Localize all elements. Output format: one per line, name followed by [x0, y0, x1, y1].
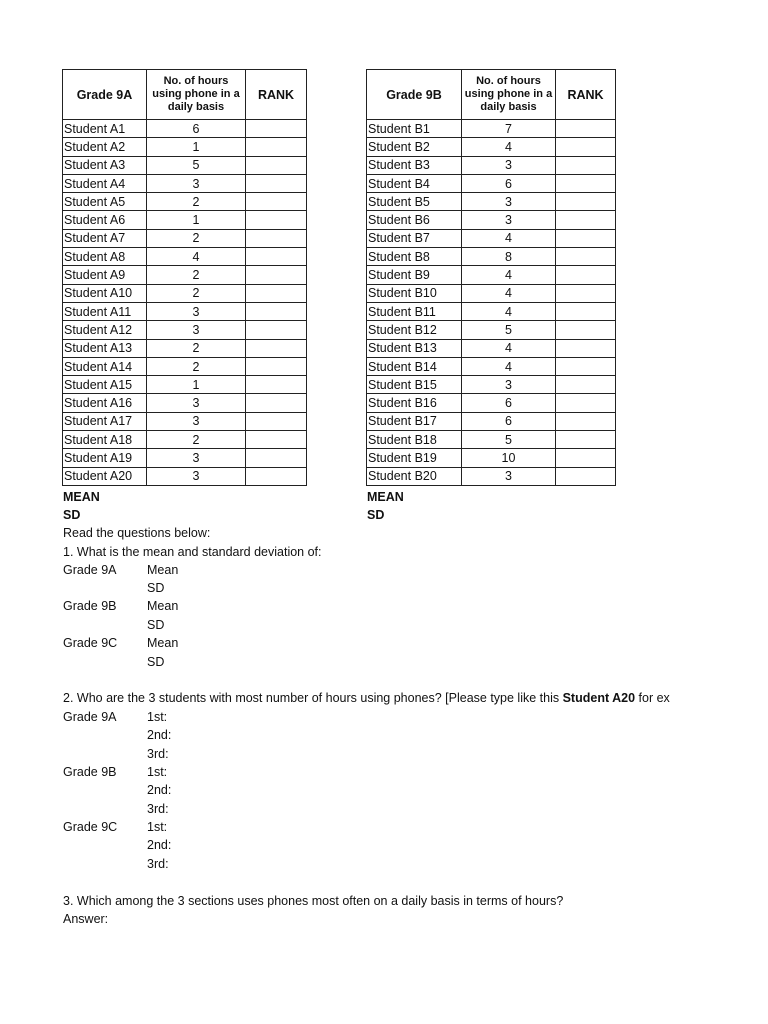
rank-cell[interactable] [246, 156, 307, 174]
hours-cell: 4 [462, 357, 556, 375]
question-2-text-end: for ex [635, 691, 670, 705]
student-name-cell: Student A15 [63, 376, 147, 394]
hours-cell: 3 [147, 412, 246, 430]
question-2-example: Student A20 [562, 691, 636, 705]
hours-cell: 2 [147, 431, 246, 449]
hours-cell: 3 [462, 156, 556, 174]
rank-cell[interactable] [556, 266, 616, 284]
student-name-cell: Student A17 [63, 412, 147, 430]
rank-cell[interactable] [246, 321, 307, 339]
rank-cell[interactable] [246, 138, 307, 156]
rank-cell[interactable] [556, 193, 616, 211]
question-3-answer-label: Answer: [63, 912, 109, 926]
rank-cell[interactable] [246, 120, 307, 138]
hours-cell: 3 [462, 467, 556, 485]
rank-cell[interactable] [556, 302, 616, 320]
student-name-cell: Student B6 [367, 211, 462, 229]
hours-cell: 5 [462, 321, 556, 339]
student-name-cell: Student B1 [367, 120, 462, 138]
table-row [367, 357, 616, 375]
q1-grade-9b-label: Grade 9B [63, 599, 117, 613]
rank-cell[interactable] [556, 156, 616, 174]
student-name-cell: Student B18 [367, 431, 462, 449]
rank-cell[interactable] [246, 412, 307, 430]
hours-cell: 3 [462, 193, 556, 211]
question-3: 3. Which among the 3 sections uses phones most often on a daily basis in terms of hours? [63, 894, 564, 908]
table-row [63, 467, 307, 485]
hours-cell: 4 [147, 248, 246, 266]
student-name-cell: Student B16 [367, 394, 462, 412]
table-header-row [367, 70, 616, 120]
grade-9b-sd-label: SD [367, 508, 385, 522]
q2-grade-9b-third: 3rd: [147, 802, 169, 816]
student-name-cell: Student A7 [63, 229, 147, 247]
q1-grade-9b-mean: Mean [147, 599, 179, 613]
student-name-cell: Student B17 [367, 412, 462, 430]
student-name-cell: Student A11 [63, 302, 147, 320]
student-name-cell: Student B13 [367, 339, 462, 357]
hours-cell: 3 [147, 321, 246, 339]
rank-cell[interactable] [556, 431, 616, 449]
q2-grade-9b-label: Grade 9B [63, 765, 117, 779]
questions-intro: Read the questions below: [63, 526, 211, 540]
table-row [367, 193, 616, 211]
student-name-cell: Student B10 [367, 284, 462, 302]
rank-cell[interactable] [556, 339, 616, 357]
q1-grade-9a-label: Grade 9A [63, 563, 117, 577]
student-name-cell: Student B4 [367, 174, 462, 192]
table-row [367, 321, 616, 339]
hours-cell: 2 [147, 229, 246, 247]
rank-cell[interactable] [246, 449, 307, 467]
rank-cell[interactable] [246, 431, 307, 449]
rank-cell[interactable] [246, 339, 307, 357]
student-name-cell: Student A6 [63, 211, 147, 229]
rank-cell[interactable] [246, 248, 307, 266]
table-row [63, 248, 307, 266]
rank-cell[interactable] [246, 302, 307, 320]
student-name-cell: Student A9 [63, 266, 147, 284]
student-name-cell: Student A20 [63, 467, 147, 485]
student-name-cell: Student B5 [367, 193, 462, 211]
rank-cell[interactable] [246, 357, 307, 375]
hours-cell: 4 [462, 339, 556, 357]
table-row [63, 376, 307, 394]
hours-cell: 4 [462, 266, 556, 284]
table-row [63, 120, 307, 138]
student-name-cell: Student B15 [367, 376, 462, 394]
rank-cell[interactable] [556, 211, 616, 229]
student-name-cell: Student B14 [367, 357, 462, 375]
table-row [63, 302, 307, 320]
rank-cell[interactable] [246, 211, 307, 229]
hours-cell: 1 [147, 138, 246, 156]
rank-cell[interactable] [246, 266, 307, 284]
table-row [367, 339, 616, 357]
q2-grade-9a-second: 2nd: [147, 728, 172, 742]
student-name-cell: Student A5 [63, 193, 147, 211]
q1-grade-9c-sd: SD [147, 655, 165, 669]
hours-cell: 4 [462, 229, 556, 247]
student-name-cell: Student A18 [63, 431, 147, 449]
table-row [367, 431, 616, 449]
rank-cell[interactable] [556, 321, 616, 339]
table-row [367, 156, 616, 174]
rank-cell[interactable] [556, 467, 616, 485]
q2-grade-9b-first: 1st: [147, 765, 168, 779]
hours-cell: 4 [462, 302, 556, 320]
student-name-cell: Student B7 [367, 229, 462, 247]
rank-cell[interactable] [556, 248, 616, 266]
question-2 [63, 689, 676, 707]
student-name-cell: Student A3 [63, 156, 147, 174]
student-name-cell: Student A13 [63, 339, 147, 357]
student-name-cell: Student A2 [63, 138, 147, 156]
table-row [367, 412, 616, 430]
table-row [367, 467, 616, 485]
hours-cell: 3 [462, 376, 556, 394]
table-row [63, 431, 307, 449]
q2-grade-9c-third: 3rd: [147, 857, 169, 871]
table-row [367, 302, 616, 320]
student-name-cell: Student A4 [63, 174, 147, 192]
column-header-rank: RANK [556, 70, 616, 120]
question-1: 1. What is the mean and standard deviation of: [63, 545, 322, 559]
student-name-cell: Student B20 [367, 467, 462, 485]
table-row [63, 284, 307, 302]
table-row [63, 321, 307, 339]
hours-cell: 2 [147, 193, 246, 211]
q2-grade-9a-third: 3rd: [147, 747, 169, 761]
table-row [367, 266, 616, 284]
table-row [63, 412, 307, 430]
table-row [367, 248, 616, 266]
rank-cell[interactable] [556, 138, 616, 156]
table-row [367, 284, 616, 302]
q1-grade-9a-mean: Mean [147, 563, 179, 577]
hours-cell: 7 [462, 120, 556, 138]
q1-grade-9c-label: Grade 9C [63, 636, 118, 650]
hours-cell: 1 [147, 211, 246, 229]
student-name-cell: Student B2 [367, 138, 462, 156]
hours-cell: 3 [462, 211, 556, 229]
grade-9a-rows [63, 120, 307, 486]
rank-cell[interactable] [556, 174, 616, 192]
rank-cell[interactable] [246, 394, 307, 412]
hours-cell: 2 [147, 339, 246, 357]
q1-grade-9a-sd: SD [147, 581, 165, 595]
hours-cell: 10 [462, 449, 556, 467]
table-header-row [63, 70, 307, 120]
grade-9a-sd-label: SD [63, 508, 81, 522]
student-name-cell: Student A14 [63, 357, 147, 375]
student-name-cell: Student B8 [367, 248, 462, 266]
question-2-text: 2. Who are the 3 students with most number of hours using phones? [Please type like this [63, 691, 563, 705]
column-header-hours: No. of hours using phone in a daily basis [462, 70, 556, 120]
grade-9a-table [62, 69, 307, 486]
hours-cell: 3 [147, 449, 246, 467]
column-header-grade: Grade 9B [367, 70, 462, 120]
hours-cell: 8 [462, 248, 556, 266]
grade-9b-table [366, 69, 616, 486]
table-row [367, 394, 616, 412]
hours-cell: 6 [147, 120, 246, 138]
hours-cell: 4 [462, 284, 556, 302]
hours-cell: 2 [147, 284, 246, 302]
hours-cell: 5 [147, 156, 246, 174]
q2-grade-9a-first: 1st: [147, 710, 168, 724]
table-row [367, 174, 616, 192]
table-row [63, 339, 307, 357]
table-row [367, 229, 616, 247]
table-row [63, 394, 307, 412]
column-header-rank: RANK [246, 70, 307, 120]
table-row [63, 156, 307, 174]
table-row [63, 266, 307, 284]
hours-cell: 3 [147, 467, 246, 485]
student-name-cell: Student A16 [63, 394, 147, 412]
q2-grade-9c-second: 2nd: [147, 838, 172, 852]
rank-cell[interactable] [246, 284, 307, 302]
grade-9b-mean-label: MEAN [367, 490, 404, 504]
table-row [367, 449, 616, 467]
hours-cell: 4 [462, 138, 556, 156]
student-name-cell: Student B11 [367, 302, 462, 320]
rank-cell[interactable] [246, 376, 307, 394]
student-name-cell: Student A12 [63, 321, 147, 339]
rank-cell[interactable] [556, 284, 616, 302]
rank-cell[interactable] [246, 467, 307, 485]
student-name-cell: Student B9 [367, 266, 462, 284]
table-row [63, 193, 307, 211]
table-row [63, 357, 307, 375]
hours-cell: 6 [462, 412, 556, 430]
hours-cell: 3 [147, 394, 246, 412]
hours-cell: 2 [147, 357, 246, 375]
table-row [367, 120, 616, 138]
table-row [63, 211, 307, 229]
q1-grade-9b-sd: SD [147, 618, 165, 632]
q2-grade-9a-label: Grade 9A [63, 710, 117, 724]
student-name-cell: Student A8 [63, 248, 147, 266]
hours-cell: 1 [147, 376, 246, 394]
student-name-cell: Student A1 [63, 120, 147, 138]
rank-cell[interactable] [246, 193, 307, 211]
grade-9a-mean-label: MEAN [63, 490, 100, 504]
hours-cell: 6 [462, 394, 556, 412]
q2-grade-9b-second: 2nd: [147, 783, 172, 797]
table-row [63, 138, 307, 156]
hours-cell: 3 [147, 174, 246, 192]
rank-cell[interactable] [556, 412, 616, 430]
q2-grade-9c-first: 1st: [147, 820, 168, 834]
table-row [63, 229, 307, 247]
student-name-cell: Student A19 [63, 449, 147, 467]
rank-cell[interactable] [556, 376, 616, 394]
column-header-grade: Grade 9A [63, 70, 147, 120]
hours-cell: 5 [462, 431, 556, 449]
table-row [63, 174, 307, 192]
student-name-cell: Student B3 [367, 156, 462, 174]
rank-cell[interactable] [556, 357, 616, 375]
hours-cell: 2 [147, 266, 246, 284]
rank-cell[interactable] [556, 120, 616, 138]
column-header-hours: No. of hours using phone in a daily basis [147, 70, 246, 120]
grade-9b-rows [367, 120, 616, 486]
hours-cell: 3 [147, 302, 246, 320]
rank-cell[interactable] [246, 174, 307, 192]
rank-cell[interactable] [556, 394, 616, 412]
table-row [367, 376, 616, 394]
table-row [367, 138, 616, 156]
q2-grade-9c-label: Grade 9C [63, 820, 118, 834]
student-name-cell: Student A10 [63, 284, 147, 302]
q1-grade-9c-mean: Mean [147, 636, 179, 650]
table-row [63, 449, 307, 467]
rank-cell[interactable] [556, 449, 616, 467]
student-name-cell: Student B19 [367, 449, 462, 467]
hours-cell: 6 [462, 174, 556, 192]
rank-cell[interactable] [246, 229, 307, 247]
rank-cell[interactable] [556, 229, 616, 247]
table-row [367, 211, 616, 229]
student-name-cell: Student B12 [367, 321, 462, 339]
